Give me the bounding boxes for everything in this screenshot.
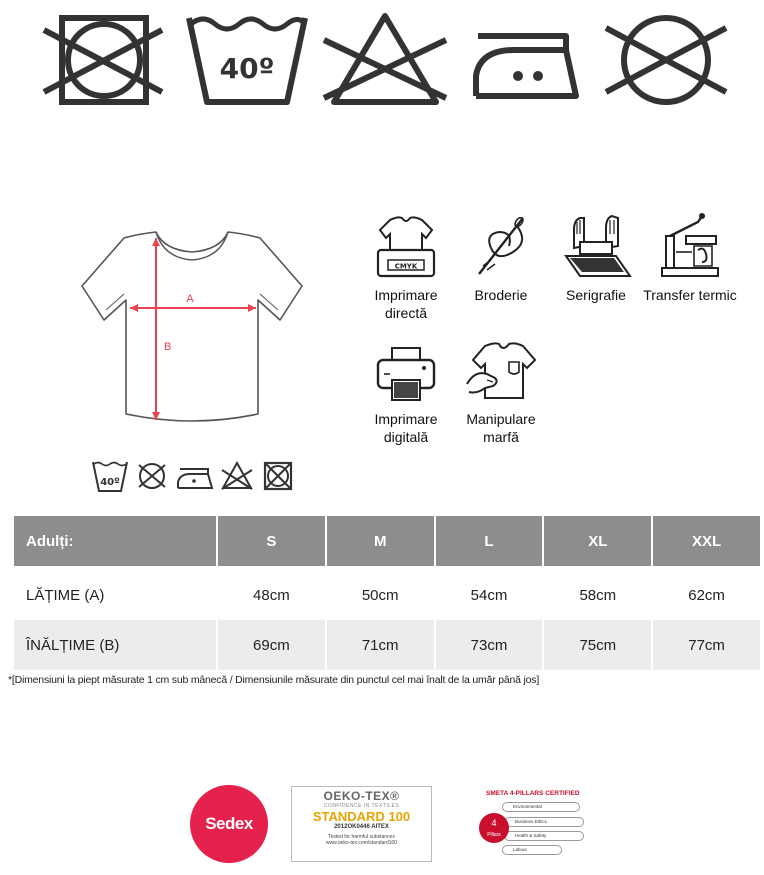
oeko-subtitle: CONFIDENCE IN TEXTILES [323,803,400,809]
header-cell: XXL [653,516,760,566]
small-wash-temperature: 40º [100,477,120,488]
direct-print-icon [374,212,438,280]
method-label: Serigrafie [566,287,626,303]
smeta-pillar: Labour [502,845,562,855]
iron-medium-icon [470,10,586,110]
measurement-footnote: *[Dimensiuni la piept măsurate 1 cm sub mânecă / Dimensiunile măsurate din punctul cel mai înalt de la umăr până jos] [8,674,540,686]
table-cell: 75cm [544,620,651,670]
method-goods-handling [451,340,551,446]
header-cell: L [436,516,543,566]
table-cell: 71cm [327,620,434,670]
smeta-pillar: Business Ethics [504,817,584,827]
oeko-title: OEKO-TEX® [323,789,400,803]
smeta-badge-word: Pillars [487,832,501,838]
measure-label-a: A [186,293,194,305]
oeko-code: 2012OK0446 AITEX [334,824,389,830]
digital-printer-icon [374,344,438,404]
header-cell: S [218,516,325,566]
screen-print-icon [560,212,632,280]
method-screen-print [546,212,646,304]
table-cell: 77cm [653,620,760,670]
table-row [14,570,760,620]
table-row [14,620,760,670]
header-cell: M [327,516,434,566]
do-not-dry-clean-small-icon [136,460,168,492]
care-symbols-row [0,10,764,115]
do-not-tumble-dry-icon [40,10,164,110]
do-not-tumble-dry-small-icon [262,460,294,492]
cmyk-badge: CMYK [394,262,418,271]
table-cell: 54cm [470,586,508,604]
oeko-line1: Tested for harmful substances [328,834,395,840]
tshirt-diagram [76,228,308,428]
oeko-line2: www.oeko-tex.com/standard100 [325,840,398,846]
iron-small-icon [176,460,214,492]
oeko-standard: STANDARD 100 [312,809,411,824]
smeta-pillars-badge [479,813,509,843]
measure-label-b: B [164,341,172,353]
size-table-header [14,516,760,566]
embroidery-icon [469,212,533,280]
oeko-tex-label [291,786,432,862]
smeta-title: SMETA 4-PILLARS CERTIFIED [486,790,580,797]
method-label: Broderie [474,287,528,303]
wash-40-small-icon [92,460,128,494]
heat-press-icon [658,212,722,280]
table-cell: 69cm [218,620,325,670]
row-label: LĂȚIME (A) [26,586,105,604]
size-table [12,516,762,670]
small-care-symbols [92,460,297,494]
do-not-dry-clean-icon [602,10,730,110]
do-not-bleach-icon [320,10,450,110]
table-cell: 58cm [579,586,617,604]
method-label: Imprimare digitală [374,411,438,445]
do-not-bleach-small-icon [220,460,254,492]
smeta-logo [474,790,592,862]
method-label: Transfer termic [643,287,737,303]
method-direct-print [356,212,456,322]
wash-40-icon [185,10,309,110]
header-cell: Adulți: [14,516,216,566]
table-cell: 73cm [436,620,543,670]
table-cell: 62cm [688,586,725,604]
method-embroidery [451,212,551,304]
method-label: Imprimare directă [374,287,438,321]
method-heat-transfer [640,212,740,304]
table-cell: 48cm [253,586,290,604]
goods-handling-icon [465,340,537,404]
table-cell: 50cm [361,586,399,604]
sedex-logo: Sedex [190,785,268,863]
smeta-pillar: Environmental [502,802,580,812]
row-label: ÎNĂLȚIME (B) [14,620,216,670]
smeta-pillar: Health & Safety [504,831,584,841]
header-cell: XL [544,516,651,566]
method-digital-print [356,344,456,446]
method-label: Manipulare marfă [466,411,536,445]
smeta-badge-number: 4 [491,818,497,828]
wash-temperature: 40º [219,52,275,85]
